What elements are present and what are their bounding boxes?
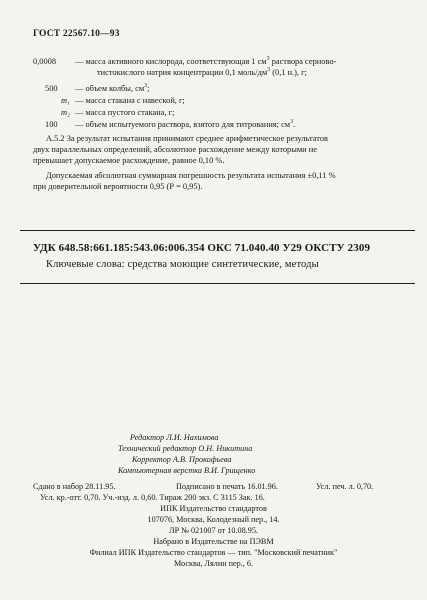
definition-item: [33, 107, 423, 118]
imprint-sheets: Усл. печ. л. 0,70.: [316, 482, 374, 491]
imprint-signed: Подписано в печать 16.01.96.: [176, 482, 278, 491]
imprint-address: 107076, Москва, Колодезный пер., 14.: [147, 515, 280, 524]
definition-symbol: 100: [45, 120, 58, 129]
definition-symbol: 500: [45, 84, 58, 93]
clause-line: превышает допускаемое расхождение, равное 0,10 %.: [33, 156, 225, 165]
definition-symbol: 0,0008: [33, 57, 57, 66]
definition-text: — масса активного кислорода, соответствующая 1 $см^3$ раствора серново-: [75, 56, 337, 66]
tolerance-line: Допускаемая абсолютная суммарная погрешность результата испытания ±0,11 %: [46, 171, 336, 180]
tolerance-line: при доверительной вероятности 0,95 (Р = 0,95).: [33, 182, 203, 191]
definition-text: — объем испытуемого раствора, взятого для титрования; $см^3$.: [75, 119, 296, 129]
credit-layout: Компьютерная верстка В.И. Грищенко: [118, 466, 256, 475]
imprint-branch-address: Москва, Лялин пер., 6.: [173, 559, 254, 568]
imprint-publisher: ИПК Издательство стандартов: [160, 504, 267, 513]
imprint-submitted: Сдано в набор 28.11.95.: [33, 482, 116, 491]
definition-item: [33, 119, 423, 130]
definition-item: [33, 83, 423, 94]
definition-symbol: m₁: [61, 96, 70, 105]
clause-line: А.5.2 За результат испытания принимают среднее арифметическое результатов: [46, 134, 328, 143]
definition-text: — объем колбы, $см^3$;: [75, 83, 150, 93]
definition-symbol: m₂: [61, 108, 70, 117]
divider-bottom: [20, 283, 415, 284]
definition-text: — масса пустого стакана, г;: [75, 108, 175, 117]
imprint-license: ЛР № 021007 от 10.08.95.: [169, 526, 258, 535]
definition-item: [33, 56, 423, 80]
credit-tech-editor: Технический редактор О.Н. Никитина: [118, 444, 253, 453]
definition-text-continued: тистокислого натрия концентрации 0,1 моль/$дм^3$ (0,1 н.), г;: [97, 67, 307, 77]
credit-editor: Редактор Л.И. Нахимова: [130, 433, 219, 442]
divider-top: [20, 230, 415, 231]
imprint-branch: Филиал ИПК Издательство стандартов — тип. "Московский печатник": [89, 548, 338, 557]
definition-text: — масса стакана с навеской, г;: [75, 96, 185, 105]
standard-header: ГОСТ 22567.10—93: [33, 29, 120, 39]
imprint-typeset: Набрано в Издательстве на ПЭВМ: [153, 537, 274, 546]
clause-line: двух параллельных определений, абсолютное расхождение между которыми не: [33, 145, 317, 154]
imprint-print-run: Усл. кр.-отт. 0,70. Уч.-изд. л. 0,60. Тираж 200 экз. С 3115 Зак. 16.: [40, 493, 265, 502]
credit-corrector: Корректор А.В. Прокофьева: [132, 455, 232, 464]
keywords-line: Ключевые слова: средства моющие синтетические, методы: [46, 259, 319, 270]
udk-classification: УДК 648.58:661.185:543.06:006.354 ОКС 71.040.40 У29 ОКСТУ 2309: [33, 242, 371, 254]
definition-item: [33, 95, 423, 106]
